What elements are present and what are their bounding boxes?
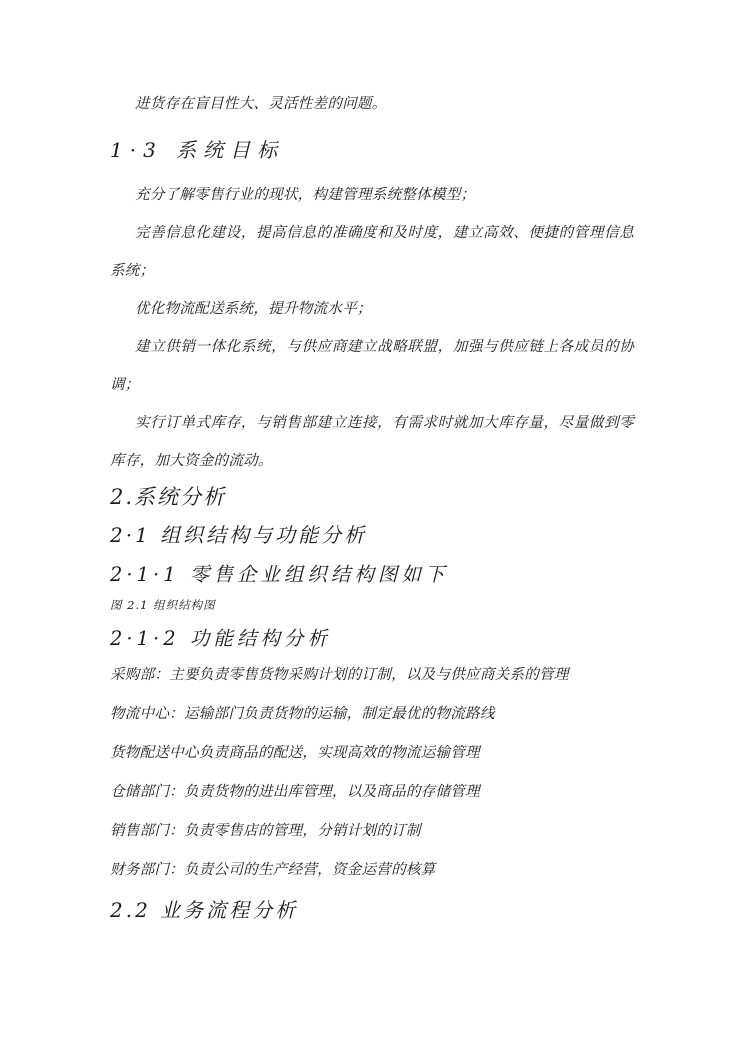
heading-1-3-system-goals: 1·3 系统目标	[110, 138, 285, 162]
paragraph-goal-inventory: 实行订单式库存，与销售部建立连接，有需求时就加大库存量，尽量做到零库存，加大资金的流动。	[110, 414, 634, 469]
paragraph-goal-understand: 充分了解零售行业的现状，构建管理系统整体模型；	[135, 186, 476, 203]
paragraph-goal-supply-chain: 建立供销一体化系统，与供应商建立战略联盟，加强与供应链上各成员的协调；	[110, 338, 634, 393]
heading-2-system-analysis: 2.系统分析	[110, 485, 227, 509]
dept-line-warehouse: 仓储部门：负责货物的进出库管理，以及商品的存储管理	[110, 783, 480, 800]
dept-line-logistics-center: 物流中心：运输部门负责货物的运输，制定最优的物流路线	[110, 705, 495, 722]
paragraph-goal-logistics: 优化物流配送系统，提升物流水平；	[135, 300, 372, 317]
paragraph-goal-informatization: 完善信息化建设，提高信息的准确度和及时度，建立高效、便捷的管理信息系统；	[110, 224, 634, 279]
dept-line-purchasing: 采购部：主要负责零售货物采购计划的订制，以及与供应商关系的管理	[110, 666, 569, 683]
heading-2-1-2-function-analysis: 2·1·2 功能结构分析	[110, 627, 331, 650]
dept-line-distribution-center: 货物配送中心负责商品的配送，实现高效的物流运输管理	[110, 744, 480, 761]
dept-line-sales: 销售部门：负责零售店的管理，分销计划的订制	[110, 822, 421, 839]
paragraph-carryover: 进货存在盲目性大、灵活性差的问题。	[135, 95, 387, 112]
figure-caption-2-1: 图 2.1 组织结构图	[110, 598, 216, 612]
heading-2-2-business-process: 2.2 业务流程分析	[110, 898, 299, 922]
heading-2-1-1-org-chart: 2·1·1 零售企业组织结构图如下	[110, 563, 449, 586]
dept-line-finance: 财务部门：负责公司的生产经营，资金运营的核算	[110, 861, 436, 878]
heading-2-1-org-structure: 2·1 组织结构与功能分析	[110, 523, 368, 547]
